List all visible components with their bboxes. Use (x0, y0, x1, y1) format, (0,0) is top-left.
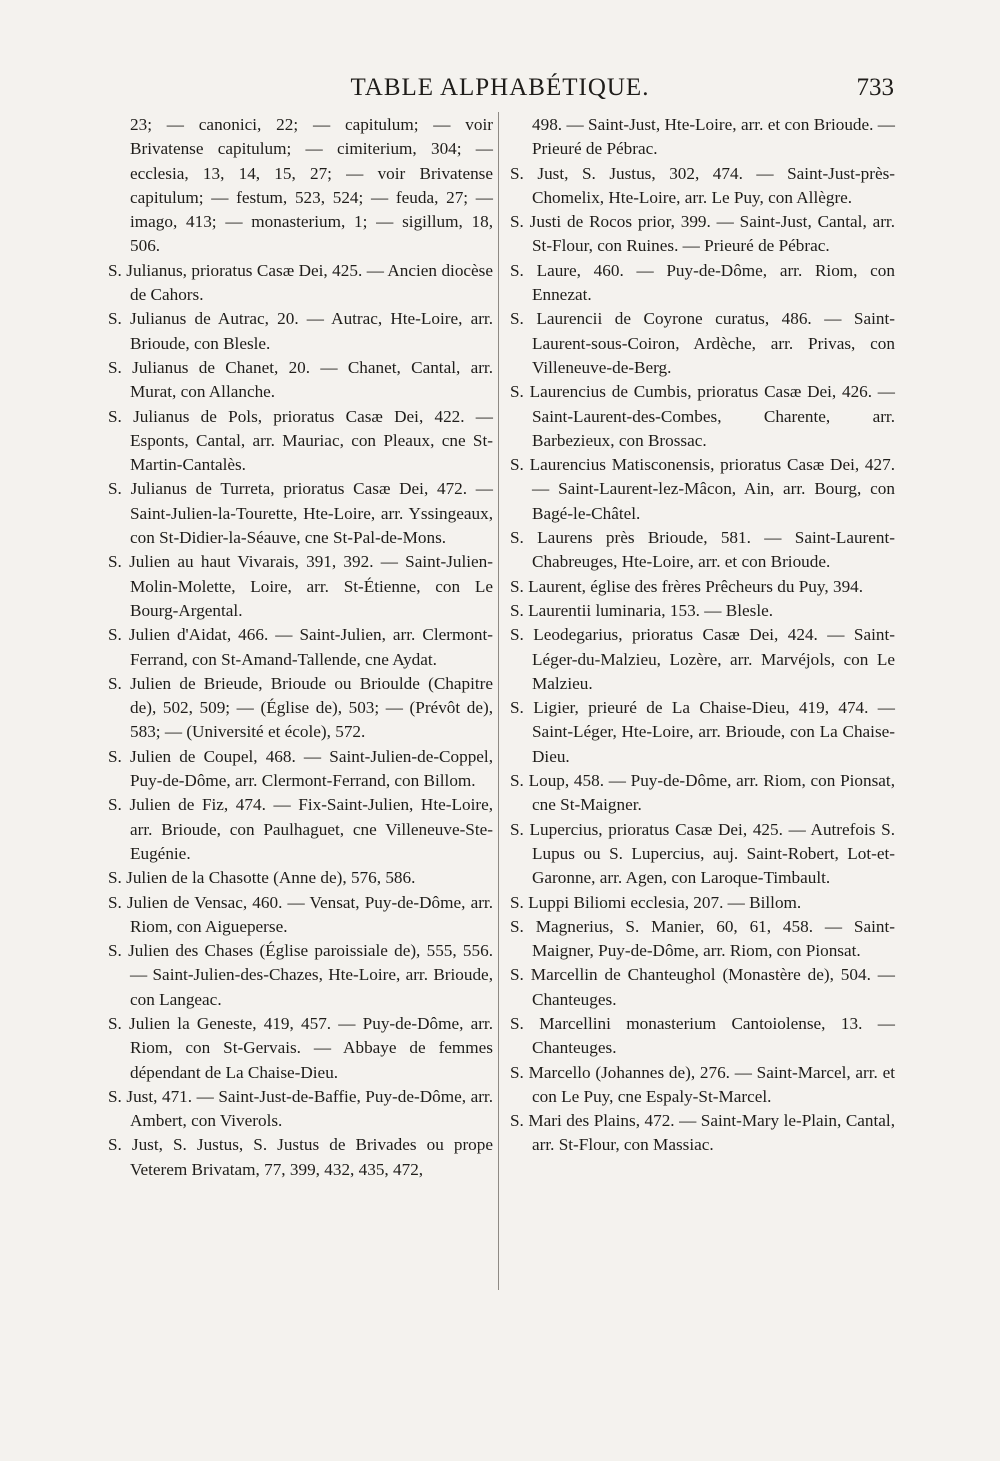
index-entry: S. Laurentii luminaria, 153. — Blesle. (510, 600, 774, 620)
index-entry: 498. — Saint-Just, Hte-Loire, arr. et con Brioude. — Prieuré de Pébrac. (532, 115, 895, 159)
right-column (510, 113, 895, 1158)
index-entry: S. Just, S. Justus, 302, 474. — Saint-Just-près-Chomelix, Hte-Loire, arr. Le Puy, con Allègre. (510, 163, 895, 207)
page-number: 733 (856, 74, 894, 101)
index-entry: S. Julien de la Chasotte (Anne de), 576, 586. (108, 868, 416, 888)
index-entry: S. Laurent, église des frères Prêcheurs du Puy, 394. (510, 576, 864, 596)
index-entry: S. Marcellin de Chanteughol (Monastère de), 504. — Chanteuges. (510, 965, 895, 1009)
index-entry: S. Mari des Plains, 472. — Saint-Mary le-Plain, Cantal, arr. St-Flour, con Massiac. (510, 1111, 895, 1155)
index-entry: S. Just, 471. — Saint-Just-de-Baffie, Puy-de-Dôme, arr. Ambert, con Viverols. (108, 1086, 493, 1131)
column-divider (498, 112, 499, 1290)
index-entry: S. Laurencii de Coyrone curatus, 486. — Saint-Laurent-sous-Coiron, Ardèche, arr. Privas, con Villeneuve-de-Berg. (510, 309, 895, 377)
index-entry: S. Justi de Rocos prior, 399. — Saint-Just, Cantal, arr. St-Flour, con Ruines. — Prieuré de Pébrac. (510, 212, 895, 256)
index-entry: S. Loup, 458. — Puy-de-Dôme, arr. Riom, con Pionsat, cne St-Maigner. (510, 771, 895, 815)
index-entry: S. Julien de Vensac, 460. — Vensat, Puy-de-Dôme, arr. Riom, con Aigueperse. (108, 892, 493, 936)
index-entry: S. Just, S. Justus, S. Justus de Brivades ou prope Veterem Brivatam, 77, 399, 432, 435, 472, (108, 1135, 493, 1179)
index-entry: S. Laurencius de Cumbis, prioratus Casæ Dei, 426. — Saint-Laurent-des-Combes, Charente, arr. Barbezieux, con Brossac. (510, 382, 895, 450)
index-entry: S. Marcellini monasterium Cantoiolense, 13. — Chanteuges. (510, 1013, 895, 1058)
index-entry: S. Laure, 460. — Puy-de-Dôme, arr. Riom, con Ennezat. (510, 260, 895, 305)
index-entry: S. Julien de Fiz, 474. — Fix-Saint-Julien, Hte-Loire, arr. Brioude, con Paulhaguet, cne Villeneuve-Ste-Eugénie. (108, 795, 493, 863)
index-entry: S. Julianus de Chanet, 20. — Chanet, Cantal, arr. Murat, con Allanche. (108, 357, 493, 402)
index-entry: S. Ligier, prieuré de La Chaise-Dieu, 419, 474. — Saint-Léger, Hte-Loire, arr. Brioude, con La Chaise-Dieu. (510, 698, 895, 766)
index-entry: S. Luppi Biliomi ecclesia, 207. — Billom. (510, 892, 802, 912)
index-entry: S. Magnerius, S. Manier, 60, 61, 458. — Saint-Maigner, Puy-de-Dôme, arr. Riom, con Pionsat. (510, 916, 895, 961)
running-title: TABLE ALPHABÉTIQUE. (350, 74, 650, 101)
index-entry: S. Julien des Chases (Église paroissiale de), 555, 556. — Saint-Julien-des-Chazes, Hte-Loire, arr. Brioude, con Langeac. (108, 941, 493, 1009)
index-entry: S. Laurens près Brioude, 581. — Saint-Laurent-Chabreuges, Hte-Loire, arr. et con Brioude. (510, 528, 895, 572)
index-entry: S. Julien au haut Vivarais, 391, 392. — Saint-Julien-Molin-Molette, Loire, arr. St-Étienne, con Le Bourg-Argental. (108, 552, 493, 620)
index-entry: S. Julien de Brieude, Brioude ou Brioulde (Chapitre de), 502, 509; — (Église de), 503; — (Prévôt de), 583; — (Université et école), 572. (108, 673, 493, 742)
index-entry: S. Julien la Geneste, 419, 457. — Puy-de-Dôme, arr. Riom, con St-Gervais. — Abbaye de femmes dépendant de La Chaise-Dieu. (108, 1013, 493, 1082)
index-entry: S. Julianus de Autrac, 20. — Autrac, Hte-Loire, arr. Brioude, con Blesle. (108, 309, 493, 353)
left-column (108, 113, 493, 1182)
index-entry: S. Julien de Coupel, 468. — Saint-Julien-de-Coppel, Puy-de-Dôme, arr. Clermont-Ferrand, con Billom. (108, 746, 493, 791)
index-entry: S. Marcello (Johannes de), 276. — Saint-Marcel, arr. et con Le Puy, cne Espaly-St-Marcel. (510, 1062, 895, 1106)
index-entry: S. Laurencius Matisconensis, prioratus Casæ Dei, 427. — Saint-Laurent-lez-Mâcon, Ain, arr. Bourg, con Bagé-le-Châtel. (510, 455, 895, 523)
index-entry: S. Julianus de Pols, prioratus Casæ Dei, 422. — Esponts, Cantal, arr. Mauriac, con Pleaux, cne St-Martin-Cantalès. (108, 406, 493, 475)
index-entry: S. Lupercius, prioratus Casæ Dei, 425. — Autrefois S. Lupus ou S. Lupercius, auj. Saint-Robert, Lot-et-Garonne, arr. Agen, con Laroque-Timbault. (510, 819, 895, 888)
index-entry: S. Julianus, prioratus Casæ Dei, 425. — Ancien diocèse de Cahors. (108, 260, 493, 305)
index-entry: S. Julien d'Aidat, 466. — Saint-Julien, arr. Clermont-Ferrand, con St-Amand-Tallende, cne Aydat. (108, 625, 493, 669)
index-entry: S. Julianus de Turreta, prioratus Casæ Dei, 472. — Saint-Julien-la-Tourette, Hte-Loire, arr. Yssingeaux, con St-Didier-la-Séauve, cne St-Pal-de-Mons. (108, 479, 493, 548)
index-entry: 23; — canonici, 22; — capitulum; — voir Brivatense capitulum; — cimiterium, 304; — ecclesia, 13, 14, 15, 27; — voir Brivatense capitulum; — festum, 523, 524; — feuda, 27; — imago, 413; — monasterium, 1; — sigillum, 18, 506. (130, 115, 493, 256)
index-entry: S. Leodegarius, prioratus Casæ Dei, 424. — Saint-Léger-du-Malzieu, Lozère, arr. Marvéjols, con Le Malzieu. (510, 625, 895, 693)
